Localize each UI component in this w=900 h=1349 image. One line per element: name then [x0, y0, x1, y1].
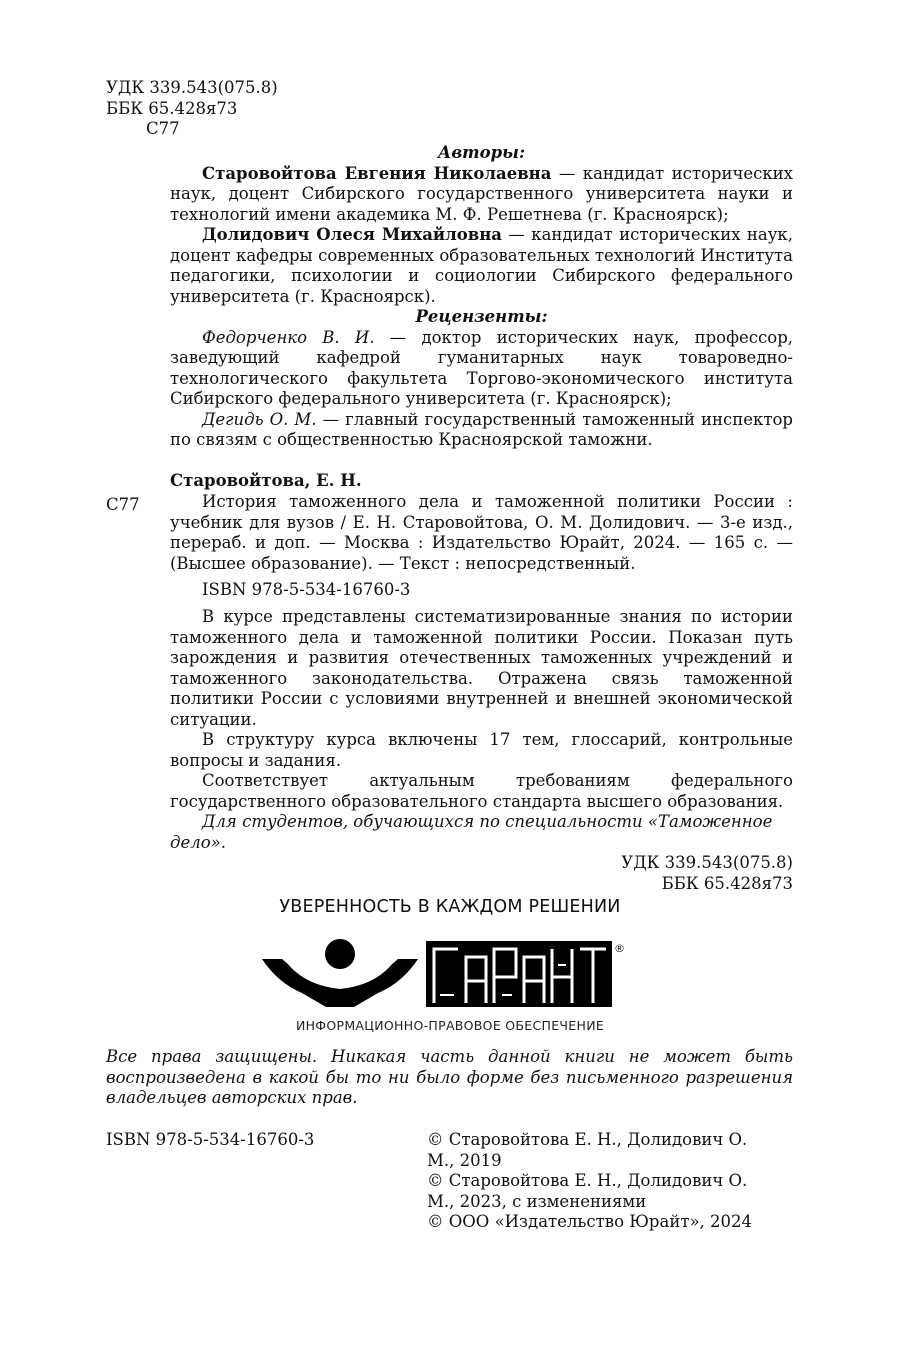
biblio-description: История таможенного дела и таможенной политики России : учебник для вузов / Е. Н. Старовойтова, О. М. Долидович. — 3-е изд., перераб. и доп. — Москва : Издательство Юрайт, 2024. — 165 с. — (Высшее образование). — Текст : непосредственный.: [170, 492, 793, 573]
emblem-figure-icon: [262, 939, 418, 1007]
biblio-block: [170, 492, 793, 601]
annotation-p1: В курсе представлены систематизированные знания по истории таможенного дела и таможенной политики России. Показан путь зарождения и развития отечественных таможенных учреждений и таможенного законодательства. Отражена связь таможенной политики России с условиями внутренней и внешней экономической ситуации.: [170, 607, 793, 729]
main-author: Старовойтова, Е. Н.: [170, 471, 362, 490]
author-sign: С77: [146, 119, 180, 138]
author-2: [170, 225, 793, 307]
annotation-udk: УДК 339.543(075.8): [621, 853, 793, 872]
biblio-isbn: ISBN 978-5-534-16760-3: [202, 580, 411, 599]
reviewer-1-text: — доктор исторических наук, профессор, заведующий кафедрой гуманитарных наук товароведно-технологического факультета Торгово-экономического института Сибирского федерального университета (г. Красноярск);: [170, 327, 794, 408]
reviewers-section: [170, 307, 793, 451]
reviewer-1-name: Федорченко В. И.: [202, 327, 375, 347]
logo-subtitle: ИНФОРМАЦИОННО-ПРАВОВОЕ ОБЕСПЕЧЕНИЕ: [295, 1018, 605, 1033]
annotation-p3: Соответствует актуальным требованиям федерального государственного образовательного стандарта высшего образования.: [170, 771, 793, 811]
footer-isbn: ISBN 978-5-534-16760-3: [106, 1130, 315, 1149]
reviewer-2: [170, 410, 793, 451]
bbk-code: ББК 65.428я73: [106, 98, 238, 118]
reviewers-heading: Рецензенты:: [415, 307, 548, 326]
author-1: [170, 164, 793, 226]
garant-emblem: [262, 937, 638, 1009]
udk-code: УДК 339.543(075.8): [106, 78, 278, 97]
author-1-name: Старовойтова Евгения Николаевна: [202, 163, 552, 183]
author-1-text: — кандидат исторических наук, доцент Сибирского государственного университета науки и технологий имени академика М. Ф. Решетнева (г. Красноярск);: [170, 163, 793, 224]
reviewer-2-text: — главный государственный таможенный инспектор по связям с общественностью Красноярской таможни.: [170, 409, 793, 449]
rights-notice: Все права защищены. Никакая часть данной книги не может быть воспроизведена в какой бы то ни было форме без письменного разрешения владельцев авторских прав.: [106, 1047, 793, 1107]
copyright-block: [427, 1130, 767, 1233]
registered-mark: ®: [614, 942, 625, 955]
annotation-p4: Для студентов, обучающихся по специальности «Таможенное дело».: [170, 812, 773, 852]
garant-wordmark-icon: [426, 941, 612, 1007]
reviewer-1: [170, 328, 793, 410]
copyright-2: © Старовойтова Е. Н., Долидович О. М., 2023, с изменениями: [427, 1171, 748, 1211]
logo-slogan: УВЕРЕННОСТЬ В КАЖДОМ РЕШЕНИИ: [279, 897, 621, 917]
author-2-name: Долидович Олеся Михайловна: [202, 225, 502, 244]
copyright-1: © Старовойтова Е. Н., Долидович О. М., 2019: [427, 1130, 748, 1170]
annotation-bbk: ББК 65.428я73: [661, 873, 793, 893]
reviewer-2-name: Дегидь О. М.: [202, 409, 317, 429]
copyright-3: © ООО «Издательство Юрайт», 2024: [427, 1212, 753, 1231]
annotation-p2: В структуру курса включены 17 тем, глоссарий, контрольные вопросы и задания.: [170, 730, 793, 770]
garant-logo: [262, 895, 638, 1035]
authors-heading: Авторы:: [437, 143, 526, 162]
biblio-sign: С77: [106, 495, 140, 514]
header-codes: [106, 78, 278, 140]
annotation: [170, 607, 793, 894]
author-2-text: — кандидат исторических наук, доцент кафедры современных образовательных технологий Института педагогики, психологии и социологии Сибирского федерального университета (г. Красноярск).: [170, 225, 793, 306]
authors-section: [170, 143, 793, 307]
